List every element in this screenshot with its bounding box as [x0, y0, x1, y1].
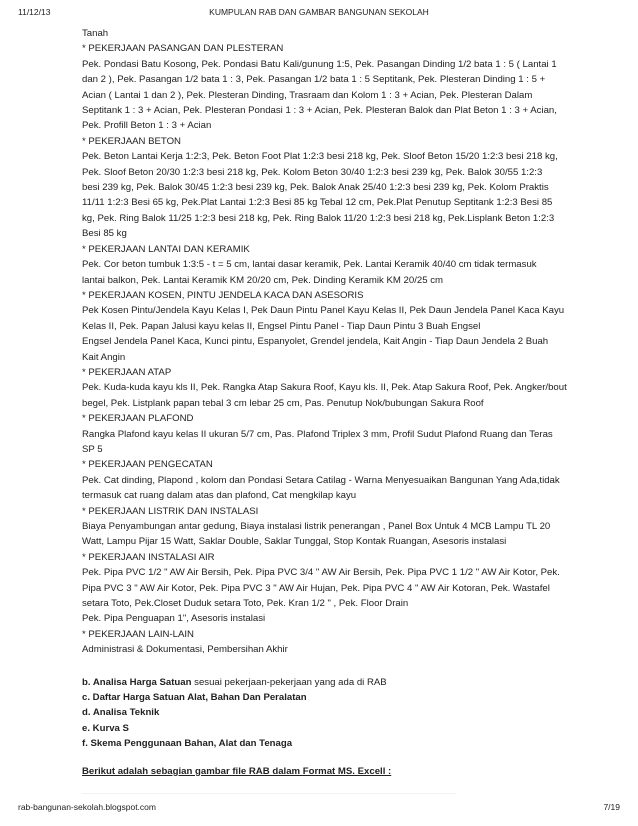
text-line: Pek. Sloof Beton 20/30 1:2:3 besi 218 kg, Pek. Kolom Beton 30/40 1:2:3 besi 239 kg, Pek. Balok 30/55 1:2:3: [82, 166, 543, 178]
text-line: * PEKERJAAN PENGECATAN: [82, 459, 213, 471]
item-b: [82, 675, 567, 690]
text-line: setara Toto, Pek.Closet Duduk setara Toto, Pek. Kran 1/2 " , Pek. Floor Drain: [82, 598, 409, 610]
header-date: 11/12/13: [18, 7, 51, 17]
text-line: Pek. Cor beton tumbuk 1:3:5 - t = 5 cm, lantai dasar keramik, Pek. Lantai Keramik 40/40 cm tidak termasuk: [82, 259, 537, 271]
footer-page-number: 7/19: [603, 802, 620, 812]
text-line: Watt, Lampu Pijar 15 Watt, Saklar Double, Saklar Tunggal, Stop Kontak Ruangan, Asesoris instalasi: [82, 536, 507, 548]
text-line: lantai balkon, Pek. Lantai Keramik KM 20/20 cm, Pek. Dinding Keramik KM 20/25 cm: [82, 274, 443, 286]
text-line: Pipa PVC 3 " AW Air Kotor, Pek. Pipa PVC 3 " AW Air Hujan, Pek. Pipa PVC 4 " AW Air Kotoran, Pek. Wastafel: [82, 582, 550, 594]
spacer: [82, 658, 567, 675]
text-line: Rangka Plafond kayu kelas II ukuran 5/7 cm, Pas. Plafond Triplex 3 mm, Profil Sudut Plafond Ruang dan Teras: [82, 428, 553, 440]
item-d: d. Analisa Teknik: [82, 707, 160, 719]
spacer: [82, 752, 567, 764]
text-line: Pek. Pondasi Batu Kosong, Pek. Pondasi Batu Kali/gunung 1:5, Pek. Pasangan Dinding 1/2 bata 1 : 5 ( Lantai 1: [82, 58, 557, 70]
text-line: Pek. Kuda-kuda kayu kls II, Pek. Rangka Atap Sakura Roof, Kayu kls. II, Pek. Atap Sakura Roof, Pek. Angker/bout: [82, 382, 567, 394]
text-line: Tanah: [82, 28, 109, 39]
text-line: dan 2 ), Pek. Pasangan 1/2 bata 1 : 3, Pek. Pasangan 1/2 bata 1 : 5 Septitank, Pek. Plesteran Dinding 1 : 5 +: [82, 74, 546, 86]
header-title: KUMPULAN RAB DAN GAMBAR BANGUNAN SEKOLAH: [209, 7, 429, 17]
text-line: * PEKERJAAN PLAFOND: [82, 413, 194, 425]
work-item-list: [82, 26, 567, 658]
item-b-text: sesuai pekerjaan-pekerjaan yang ada di RAB: [191, 676, 387, 688]
text-line: Pek. Pipa PVC 1/2 " AW Air Bersih, Pek. Pipa PVC 3/4 " AW Air Bersih, Pek. Pipa PVC 1 1/2 " AW Air Kotor, Pek.: [82, 567, 560, 579]
text-line: Kait Angin: [82, 351, 126, 363]
item-e: e. Kurva S: [82, 722, 129, 734]
text-line: Pek. Profill Beton 1 : 3 + Acian: [82, 120, 212, 132]
text-line: Pek Kosen Pintu/Jendela Kayu Kelas I, Pek Daun Pintu Panel Kayu Kelas II, Pek Daun Jendela Panel Kaca Kayu: [82, 305, 565, 317]
text-line: * PEKERJAAN BETON: [82, 135, 181, 147]
text-line: Septitank 1 : 3 + Acian, Pek. Plesteran Pondasi 1 : 3 + Acian, Pek. Plesteran Balok dan Plat Beton 1 : 3 + Acian,: [82, 105, 557, 117]
text-line: kg, Pek. Ring Balok 11/25 1:2:3 besi 218 kg, Pek. Ring Balok 11/20 1:2:3 besi 218 kg, Pek.Lisplank Beton 1:2:3: [82, 212, 555, 224]
text-line: Administrasi & Dokumentasi, Pembersihan Akhir: [82, 644, 288, 656]
text-line: besi 239 kg, Pek. Balok 30/45 1:2:3 besi 239 kg, Pek. Balok Anak 25/40 1:2:3 besi 239 kg, Pek. Kolom Praktis: [82, 182, 549, 194]
text-line: Kelas II, Pek. Papan Jalusi kayu kelas II, Engsel Pintu Panel - Tiap Daun Pintu 3 Buah Engsel: [82, 320, 481, 332]
text-line: 11/11 1:2:3 Besi 65 kg, Pek.Plat Lantai 1:2:3 Besi 85 kg Tebal 12 cm, Pek.Plat Penutup Septitank 1:2:3 Besi 85: [82, 197, 553, 209]
document-body: [82, 26, 567, 779]
text-line: * PEKERJAAN INSTALASI AIR: [82, 551, 215, 563]
text-line: Pek. Pipa Penguapan 1", Asesoris instalasi: [82, 613, 266, 625]
text-line: Besi 85 kg: [82, 228, 127, 240]
text-line: SP 5: [82, 443, 103, 455]
text-line: Acian ( Lantai 1 dan 2 ), Pek. Plesteran Dinding, Trasraam dan Kolom 1 : 3 + Acian, Pek. Plesteran Dalam: [82, 89, 533, 101]
text-line: begel, Pek. Listplank papan tebal 3 cm lebar 25 cm, Pas. Penutup Nok/bubungan Sakura Roof: [82, 397, 484, 409]
text-line: * PEKERJAAN ATAP: [82, 366, 172, 378]
text-line: * PEKERJAAN PASANGAN DAN PLESTERAN: [82, 43, 284, 55]
text-line: * PEKERJAAN LAIN-LAIN: [82, 628, 194, 640]
text-line: Engsel Jendela Panel Kaca, Kunci pintu, Espanyolet, Grendel jendela, Kait Angin - Tiap Daun Jendela 2 Buah: [82, 336, 549, 348]
footer-url[interactable]: rab-bangunan-sekolah.blogspot.com: [18, 802, 156, 812]
item-c: c. Daftar Harga Satuan Alat, Bahan Dan Peralatan: [82, 692, 307, 704]
page-divider: [82, 793, 456, 794]
text-line: * PEKERJAAN LANTAI DAN KERAMIK: [82, 243, 250, 255]
closing-link-text: Berikut adalah sebagian gambar file RAB dalam Format MS. Excell :: [82, 765, 392, 777]
text-line: * PEKERJAAN LISTRIK DAN INSTALASI: [82, 505, 259, 517]
text-line: Pek. Cat dinding, Plapond , kolom dan Pondasi Setara Catilag - Warna Menyesuaikan Bangunan Yang Ada,tidak: [82, 474, 560, 486]
text-line: Biaya Penyambungan antar gedung, Biaya instalasi listrik penerangan , Panel Box Untuk 4 MCB Lampu TL 20: [82, 521, 551, 532]
item-f: f. Skema Penggunaan Bahan, Alat dan Tenaga: [82, 738, 293, 750]
text-line: Pek. Beton Lantai Kerja 1:2:3, Pek. Beton Foot Plat 1:2:3 besi 218 kg, Pek. Sloof Beton 15/20 1:2:3 besi 218 kg,: [82, 151, 558, 163]
text-line: * PEKERJAAN KOSEN, PINTU JENDELA KACA DAN ASESORIS: [82, 289, 364, 301]
text-line: termasuk cat ruang dalam atas dan plafond, Cat mengkilap kayu: [82, 490, 357, 502]
item-b-label: b. Analisa Harga Satuan: [82, 676, 192, 688]
